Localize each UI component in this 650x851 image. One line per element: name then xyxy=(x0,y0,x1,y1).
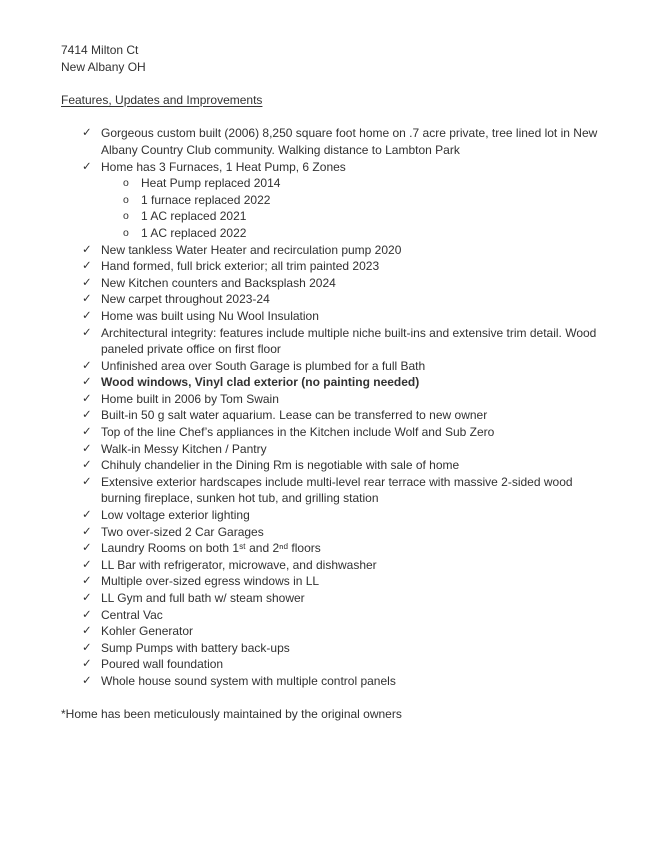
feature-item xyxy=(82,623,600,640)
address-line-1: 7414 Milton Ct xyxy=(61,43,139,57)
feature-subitem-text: Heat Pump replaced 2014 xyxy=(141,176,281,191)
checkmark-icon: ✓ xyxy=(82,309,92,322)
checkmark-icon: ✓ xyxy=(82,525,92,538)
checkmark-icon: ✓ xyxy=(82,160,92,173)
checkmark-icon: ✓ xyxy=(82,658,92,671)
feature-item xyxy=(82,524,600,541)
checkmark-icon: ✓ xyxy=(82,542,92,555)
checkmark-icon: ✓ xyxy=(82,127,92,140)
checkmark-icon: ✓ xyxy=(82,592,92,604)
checkmark-icon: ✓ xyxy=(82,326,92,339)
checkmark-icon: ✓ xyxy=(82,276,92,289)
feature-item xyxy=(82,590,600,607)
circle-bullet-icon: o xyxy=(123,226,129,239)
feature-item-text: Walk-in Messy Kitchen / Pantry xyxy=(101,441,267,456)
feature-subitem xyxy=(123,175,600,192)
checkmark-icon: ✓ xyxy=(82,625,92,638)
checkmark-icon: ✓ xyxy=(82,442,92,455)
checkmark-icon: ✓ xyxy=(82,260,92,273)
feature-item xyxy=(82,607,600,624)
feature-item xyxy=(82,557,600,574)
footnote: *Home has been meticulously maintained by the original owners xyxy=(61,707,402,722)
feature-subitem-text: 1 AC replaced 2021 xyxy=(141,209,247,224)
circle-bullet-icon: o xyxy=(123,210,129,223)
feature-item-text: New tankless Water Heater and recirculation pump 2020 xyxy=(101,242,402,257)
checkmark-icon: ✓ xyxy=(82,509,92,522)
feature-item xyxy=(82,159,600,176)
feature-item-text: Home has 3 Furnaces, 1 Heat Pump, 6 Zones xyxy=(101,159,346,174)
checkmark-icon: ✓ xyxy=(82,674,92,687)
feature-item xyxy=(82,656,600,673)
checkmark-icon: ✓ xyxy=(82,608,92,621)
feature-item-text: Extensive exterior hardscapes include multi-level rear terrace with massive 2-sided wood burning fireplace, sunken hot tub, and grilling station xyxy=(101,474,573,506)
feature-item-text: New Kitchen counters and Backsplash 2024 xyxy=(101,275,336,290)
section-title: Features, Updates and Improvements xyxy=(61,92,263,107)
feature-item xyxy=(82,308,600,325)
feature-item-text: Low voltage exterior lighting xyxy=(101,508,250,523)
checkmark-icon: ✓ xyxy=(82,392,92,405)
feature-item xyxy=(82,374,600,391)
feature-item-text: Top of the line Chef’s appliances in the Kitchen include Wolf and Sub Zero xyxy=(101,425,495,440)
feature-item-text: Multiple over-sized egress windows in LL xyxy=(101,574,320,589)
feature-subitem xyxy=(123,192,600,209)
feature-item xyxy=(82,424,600,441)
feature-subitem-text: 1 furnace replaced 2022 xyxy=(141,192,271,207)
checkmark-icon: ✓ xyxy=(82,409,92,422)
feature-item xyxy=(82,407,600,424)
feature-item-text: Sump Pumps with battery back-ups xyxy=(101,640,290,655)
checkmark-icon: ✓ xyxy=(82,558,92,571)
feature-item xyxy=(82,540,600,557)
checkmark-icon: ✓ xyxy=(82,293,92,306)
checkmark-icon: ✓ xyxy=(82,459,92,472)
checkmark-icon: ✓ xyxy=(82,376,92,389)
feature-item xyxy=(82,673,600,690)
feature-item xyxy=(82,258,600,275)
feature-item-text: Laundry Rooms on both 1ˢᵗ and 2ⁿᵈ floors xyxy=(101,541,321,556)
feature-item-text: Chihuly chandelier in the Dining Rm is negotiable with sale of home xyxy=(101,458,460,473)
feature-item xyxy=(82,474,600,507)
feature-item-text: Kohler Generator xyxy=(101,624,194,639)
circle-bullet-icon: o xyxy=(123,177,129,190)
feature-item xyxy=(82,325,600,358)
feature-item-text: Unfinished area over South Garage is plumbed for a full Bath xyxy=(101,358,426,373)
feature-item-text: Central Vac xyxy=(101,607,163,622)
feature-subitem xyxy=(123,208,600,225)
circle-bullet-icon: o xyxy=(123,193,129,206)
feature-item-text: LL Gym and full bath w/ steam shower xyxy=(101,591,305,605)
feature-item xyxy=(82,125,600,158)
feature-item-text: Whole house sound system with multiple control panels xyxy=(101,673,396,688)
feature-item-text: Two over-sized 2 Car Garages xyxy=(101,524,264,539)
feature-item-text: Home built in 2006 by Tom Swain xyxy=(101,391,279,406)
feature-item-text: Built-in 50 g salt water aquarium. Lease can be transferred to new owner xyxy=(101,408,488,423)
document-header xyxy=(61,42,600,75)
checkmark-icon: ✓ xyxy=(82,359,92,372)
address-line-2: New Albany OH xyxy=(61,59,146,74)
feature-item-text: Wood windows, Vinyl clad exterior (no painting needed) xyxy=(101,375,420,390)
feature-item-text: Gorgeous custom built (2006) 8,250 square foot home on .7 acre private, tree lined lot in New Albany Country Club community. Walking distance to Lambton Park xyxy=(101,126,598,157)
feature-item xyxy=(82,391,600,408)
feature-item-text: New carpet throughout 2023-24 xyxy=(101,292,270,307)
feature-item xyxy=(82,640,600,657)
checkmark-icon: ✓ xyxy=(82,641,92,654)
feature-item-text: Poured wall foundation xyxy=(101,657,224,672)
feature-item xyxy=(82,291,600,308)
feature-item-text: Hand formed, full brick exterior; all trim painted 2023 xyxy=(101,259,380,274)
feature-subitem xyxy=(123,225,600,242)
feature-subitem-text: 1 AC replaced 2022 xyxy=(141,225,247,240)
feature-item xyxy=(82,573,600,590)
feature-item xyxy=(82,275,600,292)
feature-item-text: LL Bar with refrigerator, microwave, and dishwasher xyxy=(101,557,377,572)
checkmark-icon: ✓ xyxy=(82,426,92,439)
checkmark-icon: ✓ xyxy=(82,575,92,588)
feature-item xyxy=(82,457,600,474)
feature-item-text: Home was built using Nu Wool Insulation xyxy=(101,308,319,323)
feature-item xyxy=(82,242,600,259)
checkmark-icon: ✓ xyxy=(82,243,92,256)
feature-item-text: Architectural integrity: features include multiple niche built-ins and extensive trim detail. Wood paneled private office on first floor xyxy=(101,325,597,357)
checkmark-icon: ✓ xyxy=(82,475,92,488)
feature-item xyxy=(82,358,600,375)
feature-list xyxy=(61,125,600,689)
feature-item xyxy=(82,507,600,524)
feature-item xyxy=(82,441,600,458)
